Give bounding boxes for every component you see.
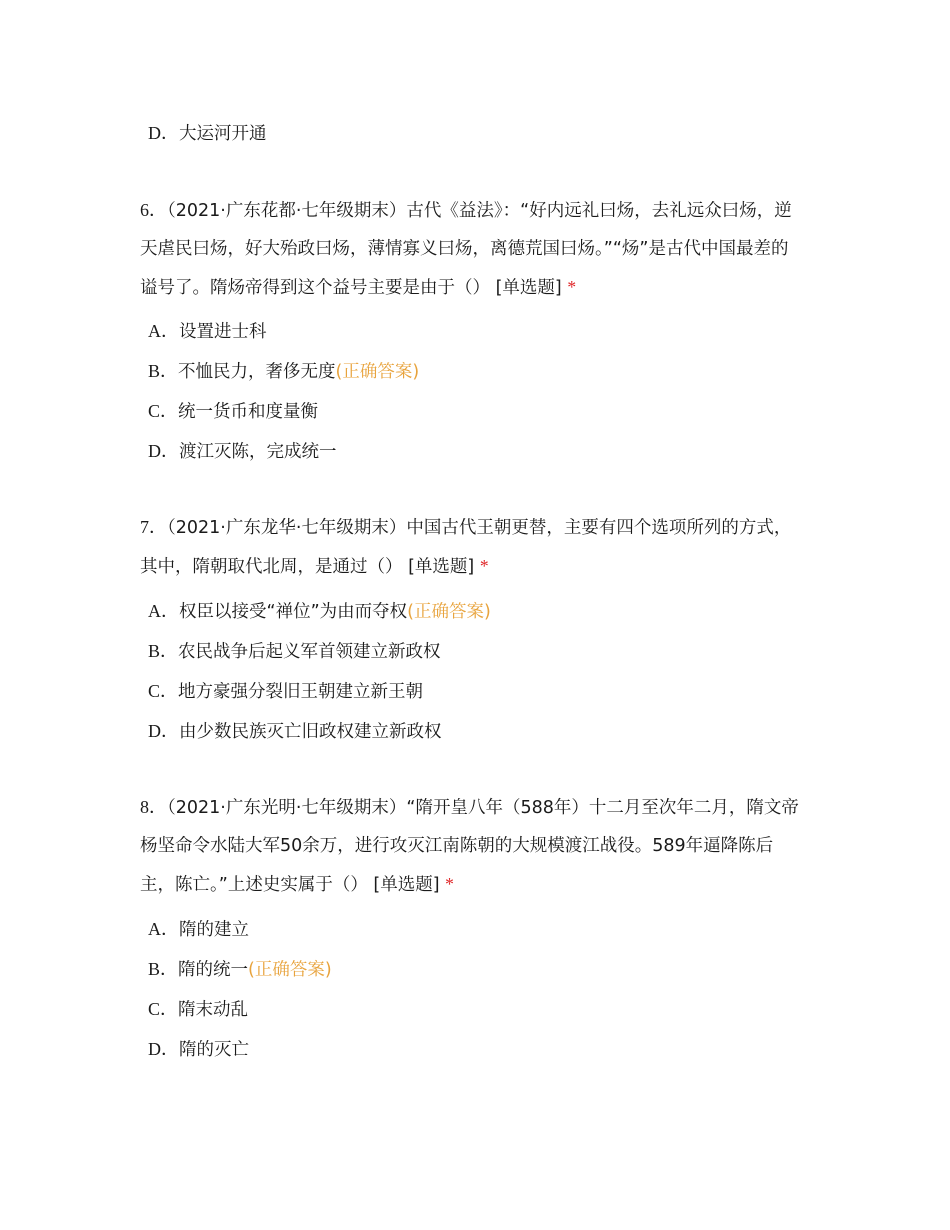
question-text: “隋开皇八年（588年）十二月至次年二月，隋文帝杨坚命令水陆大军50余万，进行攻灭江南陈朝的大规模渡江战役。589年逼降陈后主，陈亡。”上述史实属于（）	[140, 798, 799, 895]
q8-option-d[interactable]	[148, 1037, 249, 1062]
required-marker: *	[567, 277, 577, 297]
option-letter: A．	[148, 919, 179, 939]
question-8	[140, 788, 805, 904]
option-letter: B．	[148, 641, 179, 661]
required-marker: *	[445, 874, 454, 894]
option-text: 农民战争后起义军首领建立新政权	[178, 642, 441, 662]
question-type: [单选题]	[495, 278, 562, 298]
option-letter: D．	[148, 123, 179, 143]
option-letter: B．	[148, 959, 179, 979]
option-letter: D．	[148, 441, 179, 461]
q6-option-d[interactable]	[148, 439, 337, 464]
q8-option-c[interactable]	[148, 997, 248, 1022]
question-6	[140, 191, 805, 307]
question-source: （2021·广东花都·七年级期末）	[167, 201, 407, 221]
q6-option-b[interactable]	[148, 359, 419, 384]
option-text: 渡江灭陈，完成统一	[179, 442, 337, 462]
option-text: 统一货币和度量衡	[178, 402, 319, 422]
q8-option-b[interactable]	[148, 957, 332, 982]
q7-option-a[interactable]	[148, 599, 491, 624]
question-source: （2021·广东龙华·七年级期末）	[167, 518, 407, 538]
correct-answer-tag: (正确答案)	[407, 602, 491, 622]
option-letter: C．	[148, 401, 179, 421]
question-type: [单选题]	[373, 875, 440, 895]
option-text: 大运河开通	[179, 124, 267, 144]
question-type: [单选题]	[408, 557, 475, 577]
option-letter: C．	[148, 999, 179, 1019]
option-text: 隋的统一	[178, 960, 249, 980]
option-text: 权臣以接受“禅位”为由而夺权	[179, 602, 408, 622]
option-text: 隋的建立	[179, 920, 249, 940]
option-letter: D．	[148, 1039, 179, 1059]
question-number: 8．	[140, 797, 167, 817]
required-marker: *	[479, 556, 489, 576]
correct-answer-tag: (正确答案)	[335, 362, 420, 382]
q7-option-c[interactable]	[148, 679, 423, 704]
question-text: 古代《益法》：“好内远礼曰炀，去礼远众曰炀，逆天虐民曰炀，好大殆政曰炀，薄情寡义曰炀，离德荒国曰炀。”“炀”是古代中国最差的谥号了。隋炀帝得到这个益号主要是由于（）	[140, 201, 792, 298]
option-text: 不恤民力，奢侈无度	[178, 362, 336, 382]
question-text: 中国古代王朝更替，主要有四个选项所列的方式，其中，隋朝取代北周，是通过（）	[140, 518, 792, 577]
option-text: 隋的灭亡	[179, 1040, 249, 1060]
option-text: 设置进士科	[179, 322, 267, 342]
q6-option-a[interactable]	[148, 319, 267, 344]
correct-answer-tag: (正确答案)	[248, 960, 332, 980]
option-letter: D．	[148, 721, 179, 741]
option-letter: A．	[148, 601, 179, 621]
option-text: 由少数民族灭亡旧政权建立新政权	[179, 722, 442, 742]
option-text: 地方豪强分裂旧王朝建立新王朝	[178, 682, 424, 702]
q7-option-d[interactable]	[148, 719, 442, 744]
question-number: 7．	[140, 517, 167, 537]
option-letter: C．	[148, 681, 179, 701]
q8-option-a[interactable]	[148, 917, 249, 942]
question-source: （2021·广东光明·七年级期末）	[167, 798, 407, 818]
question-number: 6．	[140, 200, 167, 220]
option-letter: B．	[148, 361, 179, 381]
q7-option-b[interactable]	[148, 639, 441, 664]
question-7	[140, 508, 805, 586]
option-text: 隋末动乱	[178, 1000, 249, 1020]
option-d-previous[interactable]	[148, 121, 267, 146]
q6-option-c[interactable]	[148, 399, 318, 424]
option-letter: A．	[148, 321, 179, 341]
